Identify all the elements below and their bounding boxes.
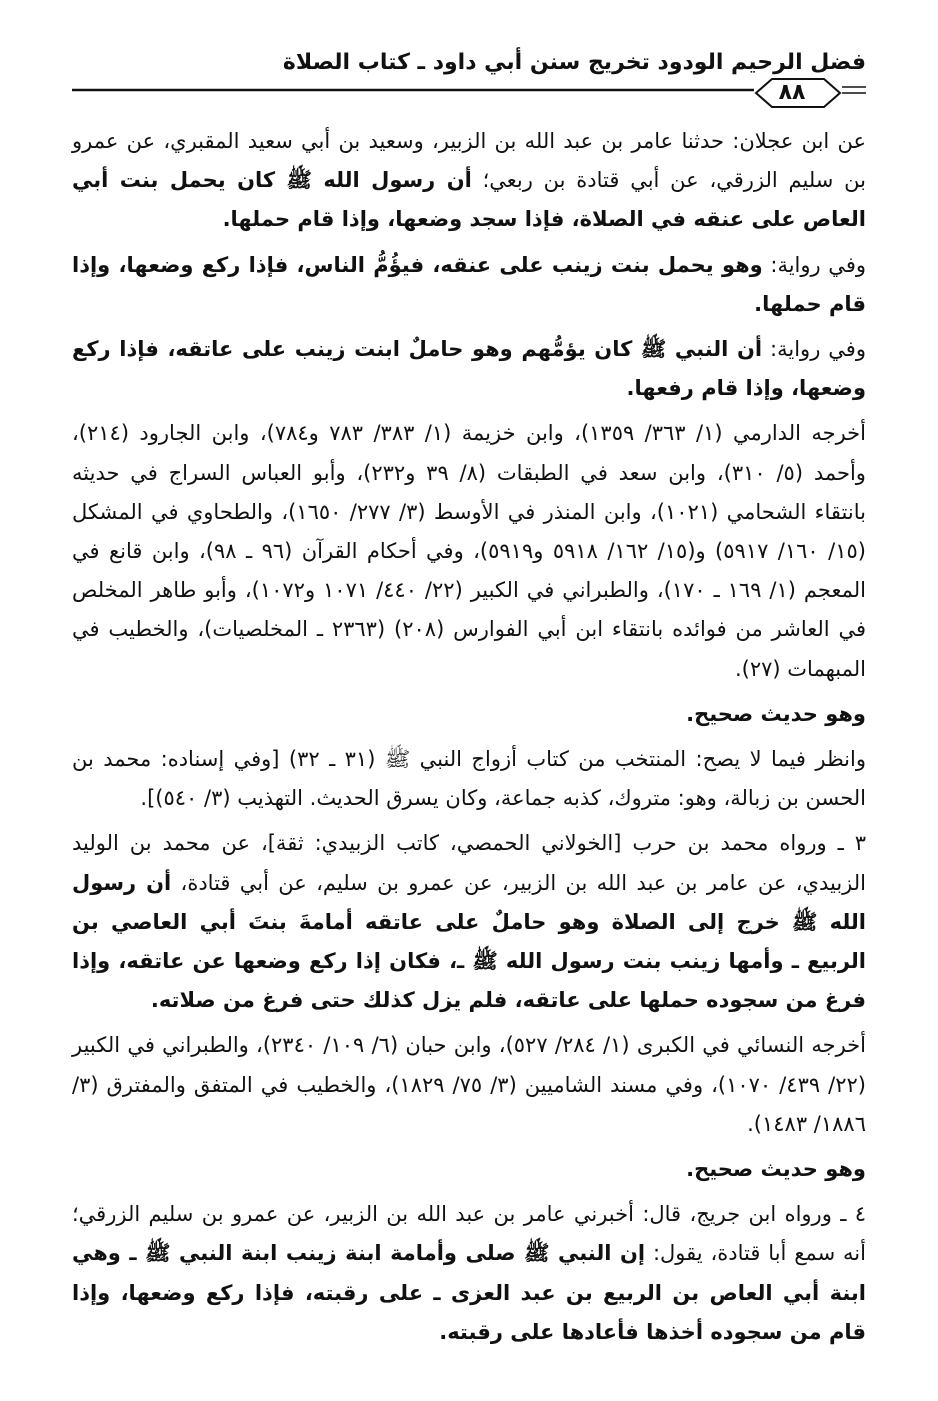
- paragraph-text: عن ابن عجلان: حدثنا عامر بن عبد الله بن الزبير، وسعيد بن أبي سعيد المقبري، عن عمرو بن سليم الزرقي، عن أبي قتادة بن ربعي؛: [72, 129, 866, 193]
- running-header-title: فضل الرحيم الودود تخريج سنن أبي داود ـ كتاب الصلاة: [282, 50, 866, 75]
- verdict-text: وهو حديث صحيح.: [686, 701, 866, 726]
- header-rule: [72, 78, 866, 108]
- paragraph: [72, 1026, 866, 1144]
- paragraph: [72, 740, 866, 818]
- hadith-text: أن النبي ﷺ كان يؤمُّهم وهو حاملٌ ابنت زينب على عاتقه، فإذا ركع وضعها، وإذا قام رفعها.: [72, 337, 866, 401]
- main-text: [72, 122, 866, 1358]
- hadith-text: أن رسول الله ﷺ خرج إلى الصلاة وهو حاملٌ على عاتقه أمامةَ بنتَ أبي العاصي بن الربيع ـ وأمها زينب بنت رسول الله ﷺ ـ، فكان إذا ركع وضعها عن عاتقه، وإذا فرغ من سجوده حملها على عاتقه، فلم يزل كذلك حتى فرغ من صلاته.: [72, 870, 866, 1013]
- hadith-text: إن النبي ﷺ صلى وأمامة ابنة زينب ابنة النبي ﷺ ـ وهي ابنة أبي العاص بن الربيع بن عبد العزى ـ على رقبته، فإذا ركع وضعها، وإذا قام من سجوده أخذها فأعادها على رقبته.: [72, 1241, 866, 1344]
- paragraph: [72, 414, 866, 688]
- paragraph: [72, 1150, 866, 1189]
- paragraph: [72, 824, 866, 1020]
- paragraph-text: ٣ ـ ورواه محمد بن حرب [الخولاني الحمصي، كاتب الزبيدي: ثقة]، عن محمد بن الوليد الزبيدي، عن عامر بن عبد الله بن الزبير، عن عمرو بن سليم، عن أبي قتادة،: [72, 831, 867, 895]
- hadith-text: وهو يحمل بنت زينب على عنقه، فيؤُمُّ الناس، فإذا ركع وضعها، وإذا قام حملها.: [72, 252, 866, 316]
- paragraph-text: أخرجه النسائي في الكبرى (١/ ٢٨٤/ ٥٢٧)، وابن حبان (٦/ ١٠٩/ ٢٣٤٠)، والطبراني في الكبير (٢٢/ ٤٣٩/ ١٠٧٠)، وفي مسند الشاميين (٣/ ٧٥/ ١٨٢٩)، والخطيب في المتفق والمفترق (٣/ ١٨٨٦/ ١٤٨٣).: [72, 1033, 866, 1136]
- paragraph: [72, 246, 866, 324]
- paragraph: [72, 122, 866, 240]
- paragraph: [72, 330, 866, 408]
- hadith-text: أن رسول الله ﷺ كان يحمل بنت أبي العاص على عنقه في الصلاة، فإذا سجد وضعها، وإذا قام حملها.: [72, 168, 866, 232]
- paragraph: [72, 1195, 866, 1352]
- paragraph: [72, 695, 866, 734]
- paragraph-text: أخرجه الدارمي (١/ ٣٦٣/ ١٣٥٩)، وابن خزيمة (١/ ٣٨٣/ ٧٨٣ و٧٨٤)، وابن الجارود (٢١٤)، وأحمد (٥/ ٣١٠)، وابن سعد في الطبقات (٨/ ٣٩ و٢٣٢)، وأبو العباس السراج في حديثه بانتقاء الشحامي (١٠٢١)، وابن المنذر في الأوسط (٣/ ٢٧٧/ ١٦٥٠)، والطحاوي في المشكل (١٥/ ١٦٠/ ٥٩١٧) و(١٥/ ١٦٢/ ٥٩١٨ و٥٩١٩)، وفي أحكام القرآن (٩٦ ـ ٩٨)، وابن قانع في المعجم (١/ ١٦٩ ـ ١٧٠)، والطبراني في الكبير (٢٢/ ٤٤٠/ ١٠٧١ و١٠٧٢)، وأبو طاهر المخلص في العاشر من فوائده بانتقاء ابن أبي الفوارس (٢٠٨) (٢٣٦٣ ـ المخلصيات)، والخطيب في المبهمات (٢٧).: [72, 421, 866, 681]
- paragraph-text: وفي رواية:: [762, 337, 866, 362]
- paragraph-text: ٤ ـ ورواه ابن جريج، قال: أخبرني عامر بن عبد الله بن الزبير، عن عمرو بن سليم الزرقي؛ أنه سمع أبا قتادة، يقول:: [72, 1202, 866, 1266]
- page-number: ٨٨: [778, 80, 806, 105]
- paragraph-text: وانظر فيما لا يصح: المنتخب من كتاب أزواج النبي ﷺ (٣١ ـ ٣٢) [وفي إسناده: محمد بن الحسن بن زبالة، وهو: متروك، كذبه جماعة، وكان يسرق الحديث. التهذيب (٣/ ٥٤٠)].: [72, 747, 866, 811]
- verdict-text: وهو حديث صحيح.: [686, 1157, 866, 1182]
- paragraph-text: وفي رواية:: [762, 252, 866, 277]
